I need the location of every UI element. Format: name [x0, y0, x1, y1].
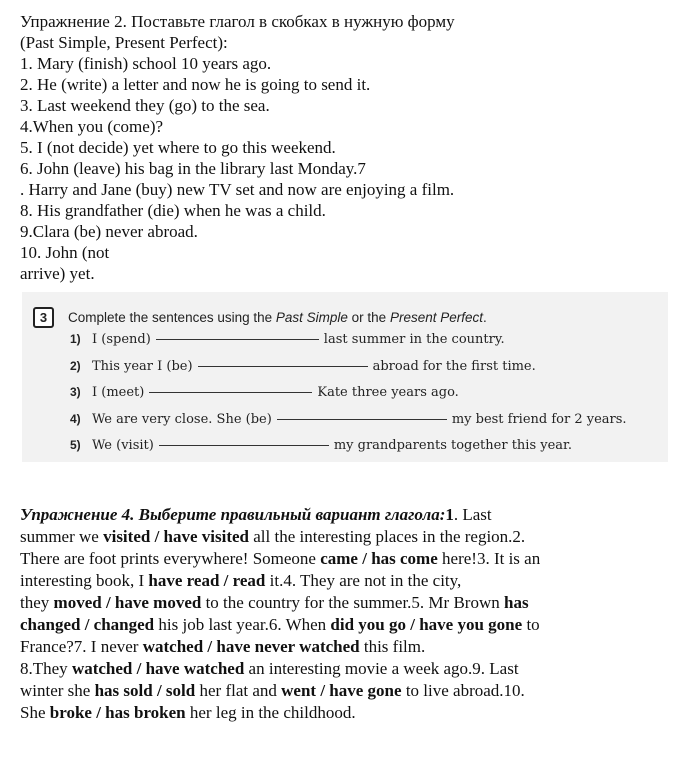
- exercise-4-line: France?7. I never watched / have never watched this film.: [20, 637, 426, 656]
- exercise-4-title: Упражнение 4. Выберите правильный вариант глагола:: [20, 505, 446, 524]
- verb-choice: has sold / sold: [94, 681, 196, 700]
- verb-choice: changed / changed: [20, 615, 155, 634]
- item-prompt: We are very close. She (be): [92, 411, 272, 427]
- item-number: 1): [70, 332, 81, 346]
- item-continuation: last summer in the country.: [323, 332, 505, 347]
- instruction: Complete the sentences using the Past Simple or the Present Perfect.: [68, 310, 487, 325]
- exercise-item: [70, 438, 627, 465]
- exercise-2-line: 2. He (write) a letter and now he is going to send it.: [20, 75, 371, 94]
- item-prompt: This year I (be): [92, 358, 193, 374]
- item-continuation: abroad for the first time.: [372, 358, 536, 374]
- exercise-3-items: [70, 332, 627, 465]
- answer-blank[interactable]: [149, 391, 312, 393]
- answer-blank[interactable]: [156, 338, 319, 340]
- exercise-4-line: they moved / have moved to the country for the summer.5. Mr Brown has: [20, 593, 529, 612]
- exercise-4-line: summer we visited / have visited all the interesting places in the region.2.: [20, 527, 526, 546]
- item-prompt: I (spend): [92, 332, 151, 347]
- exercise-2-line: 10. John (not: [20, 243, 110, 262]
- item-prompt: I (meet): [92, 385, 145, 400]
- exercise-4: [20, 504, 670, 724]
- answer-blank[interactable]: [198, 365, 368, 367]
- exercise-item: [70, 385, 627, 412]
- exercise-2-line: 6. John (leave) his bag in the library last Monday.7: [20, 159, 366, 178]
- exercise-item: [70, 412, 627, 439]
- exercise-4-line: She broke / has broken her leg in the childhood.: [20, 703, 356, 722]
- item-number: 4): [70, 411, 81, 426]
- verb-choice: moved / have moved: [53, 593, 202, 612]
- exercise-3-heading: [33, 307, 487, 328]
- item-number: 3): [70, 385, 81, 399]
- verb-choice: has: [503, 593, 529, 612]
- exercise-2: [20, 11, 660, 284]
- verb-choice: broke / has broken: [49, 703, 186, 722]
- exercise-2-line: arrive) yet.: [20, 264, 95, 283]
- exercise-4-line: 8.They watched / have watched an interesting movie a week ago.9. Last: [20, 659, 519, 678]
- exercise-item: [70, 332, 627, 359]
- exercise-4-line: There are foot prints everywhere! Someone came / has come here!3. It is an: [20, 549, 541, 568]
- exercise-2-line: 1. Mary (finish) school 10 years ago.: [20, 54, 272, 73]
- verb-choice: have read / read: [148, 571, 266, 590]
- verb-choice: visited / have visited: [103, 527, 250, 546]
- item-number: 2): [70, 358, 81, 373]
- verb-choice: watched / have watched: [71, 659, 245, 678]
- verb-choice: did you go / have you gone: [330, 615, 523, 634]
- answer-blank[interactable]: [159, 444, 329, 446]
- exercise-2-line: 8. His grandfather (die) when he was a child.: [20, 201, 326, 220]
- exercise-2-line: Упражнение 2. Поставьте глагол в скобках в нужную форму: [20, 12, 455, 31]
- exercise-3-box: [22, 292, 668, 462]
- exercise-2-line: 3. Last weekend they (go) to the sea.: [20, 96, 270, 115]
- verb-choice: came / has come: [320, 549, 438, 568]
- exercise-4-line: winter she has sold / sold her flat and went / have gone to live abroad.10.: [20, 681, 525, 700]
- exercise-number-badge: 3: [33, 307, 54, 328]
- exercise-2-line: (Past Simple, Present Perfect):: [20, 33, 228, 52]
- exercise-2-line: 5. I (not decide) yet where to go this weekend.: [20, 138, 336, 157]
- exercise-4-line: Упражнение 4. Выберите правильный вариант глагола:1. Last: [20, 505, 492, 524]
- item-continuation: Kate three years ago.: [317, 385, 459, 400]
- exercise-4-line: interesting book, I have read / read it.4. They are not in the city,: [20, 571, 462, 590]
- verb-choice: went / have gone: [281, 681, 402, 700]
- exercise-2-line: 4.When you (come)?: [20, 117, 164, 136]
- exercise-item: [70, 359, 627, 386]
- item-continuation: my grandparents together this year.: [333, 438, 572, 453]
- item-prompt: We (visit): [92, 438, 154, 453]
- item-number: 5): [70, 438, 81, 452]
- answer-blank[interactable]: [277, 418, 447, 420]
- item-continuation: my best friend for 2 years.: [451, 411, 627, 427]
- exercise-2-line: . Harry and Jane (buy) new TV set and now are enjoying a film.: [20, 180, 455, 199]
- exercise-4-line: changed / changed his job last year.6. When did you go / have you gone to: [20, 615, 540, 634]
- exercise-2-line: 9.Clara (be) never abroad.: [20, 222, 198, 241]
- verb-choice: watched / have never watched: [142, 637, 360, 656]
